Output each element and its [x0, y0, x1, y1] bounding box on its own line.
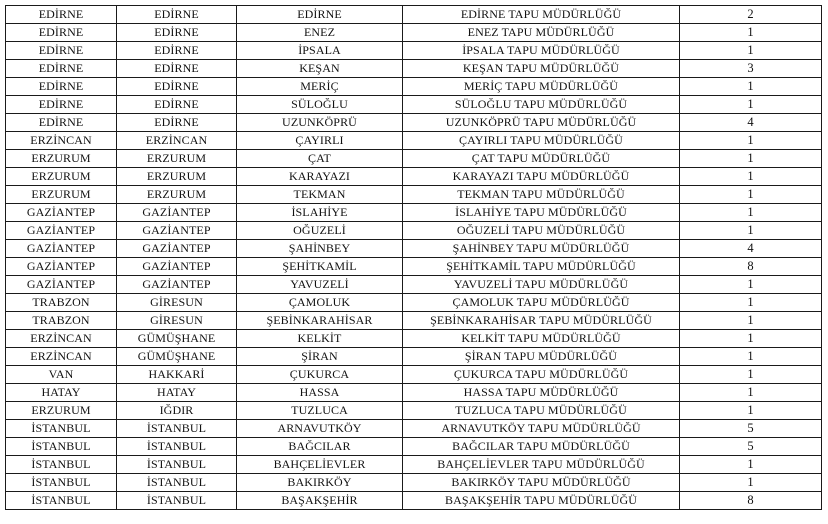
office-cell: ÇUKURCA TAPU MÜDÜRLÜĞÜ — [403, 366, 680, 384]
region-cell: EDİRNE — [6, 114, 117, 132]
office-cell: ENEZ TAPU MÜDÜRLÜĞÜ — [403, 24, 680, 42]
region-cell: VAN — [6, 366, 117, 384]
district-cell: İSLAHİYE — [237, 204, 403, 222]
region-cell: GAZİANTEP — [6, 204, 117, 222]
count-cell: 1 — [680, 276, 822, 294]
office-cell: KARAYAZI TAPU MÜDÜRLÜĞÜ — [403, 168, 680, 186]
count-cell: 1 — [680, 222, 822, 240]
region-cell: ERZURUM — [6, 168, 117, 186]
office-cell: TUZLUCA TAPU MÜDÜRLÜĞÜ — [403, 402, 680, 420]
count-cell: 1 — [680, 150, 822, 168]
district-cell: MERİÇ — [237, 78, 403, 96]
province-cell: GÜMÜŞHANE — [117, 330, 237, 348]
office-cell: ARNAVUTKÖY TAPU MÜDÜRLÜĞÜ — [403, 420, 680, 438]
region-cell: GAZİANTEP — [6, 240, 117, 258]
region-cell: ERZURUM — [6, 150, 117, 168]
district-cell: BAHÇELİEVLER — [237, 456, 403, 474]
province-cell: GAZİANTEP — [117, 276, 237, 294]
count-cell: 1 — [680, 384, 822, 402]
province-cell: GAZİANTEP — [117, 240, 237, 258]
district-cell: ARNAVUTKÖY — [237, 420, 403, 438]
province-cell: GİRESUN — [117, 294, 237, 312]
province-cell: EDİRNE — [117, 96, 237, 114]
table-row — [6, 456, 822, 474]
region-cell: GAZİANTEP — [6, 222, 117, 240]
district-cell: İPSALA — [237, 42, 403, 60]
region-cell: EDİRNE — [6, 78, 117, 96]
table-row — [6, 474, 822, 492]
table-row — [6, 204, 822, 222]
office-cell: İPSALA TAPU MÜDÜRLÜĞÜ — [403, 42, 680, 60]
count-cell: 1 — [680, 366, 822, 384]
table-row — [6, 60, 822, 78]
province-cell: GAZİANTEP — [117, 258, 237, 276]
office-cell: ÇAMOLUK TAPU MÜDÜRLÜĞÜ — [403, 294, 680, 312]
region-cell: ERZURUM — [6, 186, 117, 204]
office-cell: SÜLOĞLU TAPU MÜDÜRLÜĞÜ — [403, 96, 680, 114]
province-cell: EDİRNE — [117, 6, 237, 24]
region-cell: EDİRNE — [6, 42, 117, 60]
table-row — [6, 330, 822, 348]
table-row — [6, 294, 822, 312]
province-cell: İSTANBUL — [117, 438, 237, 456]
table-row — [6, 6, 822, 24]
table-row — [6, 384, 822, 402]
province-cell: EDİRNE — [117, 60, 237, 78]
office-cell: ÇAYIRLI TAPU MÜDÜRLÜĞÜ — [403, 132, 680, 150]
province-cell: EDİRNE — [117, 42, 237, 60]
province-cell: İSTANBUL — [117, 492, 237, 510]
table-row — [6, 24, 822, 42]
table-row — [6, 114, 822, 132]
district-cell: BAŞAKŞEHİR — [237, 492, 403, 510]
district-cell: HASSA — [237, 384, 403, 402]
table-row — [6, 186, 822, 204]
region-cell: EDİRNE — [6, 24, 117, 42]
office-cell: KEŞAN TAPU MÜDÜRLÜĞÜ — [403, 60, 680, 78]
count-cell: 1 — [680, 24, 822, 42]
table-row — [6, 42, 822, 60]
office-cell: TEKMAN TAPU MÜDÜRLÜĞÜ — [403, 186, 680, 204]
count-cell: 1 — [680, 294, 822, 312]
table-row — [6, 240, 822, 258]
office-cell: ŞİRAN TAPU MÜDÜRLÜĞÜ — [403, 348, 680, 366]
province-cell: EDİRNE — [117, 114, 237, 132]
count-cell: 1 — [680, 168, 822, 186]
district-cell: ÇAYIRLI — [237, 132, 403, 150]
district-cell: ENEZ — [237, 24, 403, 42]
office-cell: UZUNKÖPRÜ TAPU MÜDÜRLÜĞÜ — [403, 114, 680, 132]
region-cell: EDİRNE — [6, 96, 117, 114]
office-cell: ŞEHİTKAMİL TAPU MÜDÜRLÜĞÜ — [403, 258, 680, 276]
table-row — [6, 276, 822, 294]
province-cell: EDİRNE — [117, 24, 237, 42]
district-cell: YAVUZELİ — [237, 276, 403, 294]
district-cell: ŞEBİNKARAHİSAR — [237, 312, 403, 330]
count-cell: 5 — [680, 420, 822, 438]
region-cell: GAZİANTEP — [6, 276, 117, 294]
office-cell: OĞUZELİ TAPU MÜDÜRLÜĞÜ — [403, 222, 680, 240]
table-row — [6, 150, 822, 168]
district-cell: ÇAT — [237, 150, 403, 168]
province-cell: ERZURUM — [117, 150, 237, 168]
district-cell: BAKIRKÖY — [237, 474, 403, 492]
province-cell: IĞDIR — [117, 402, 237, 420]
table-row — [6, 420, 822, 438]
office-cell: ŞAHİNBEY TAPU MÜDÜRLÜĞÜ — [403, 240, 680, 258]
table-row — [6, 168, 822, 186]
province-cell: ERZURUM — [117, 168, 237, 186]
document-page — [5, 5, 822, 510]
region-cell: HATAY — [6, 384, 117, 402]
office-cell: KELKİT TAPU MÜDÜRLÜĞÜ — [403, 330, 680, 348]
count-cell: 1 — [680, 204, 822, 222]
province-cell: ERZURUM — [117, 186, 237, 204]
region-cell: İSTANBUL — [6, 492, 117, 510]
province-cell: İSTANBUL — [117, 456, 237, 474]
province-cell: İSTANBUL — [117, 420, 237, 438]
district-cell: OĞUZELİ — [237, 222, 403, 240]
table-row — [6, 402, 822, 420]
district-cell: TEKMAN — [237, 186, 403, 204]
office-cell: İSLAHİYE TAPU MÜDÜRLÜĞÜ — [403, 204, 680, 222]
region-cell: TRABZON — [6, 294, 117, 312]
count-cell: 1 — [680, 348, 822, 366]
count-cell: 3 — [680, 60, 822, 78]
office-cell: EDİRNE TAPU MÜDÜRLÜĞÜ — [403, 6, 680, 24]
region-cell: İSTANBUL — [6, 456, 117, 474]
count-cell: 4 — [680, 240, 822, 258]
table-row — [6, 366, 822, 384]
table-row — [6, 96, 822, 114]
office-cell: BAŞAKŞEHİR TAPU MÜDÜRLÜĞÜ — [403, 492, 680, 510]
province-cell: HAKKARİ — [117, 366, 237, 384]
office-cell: ŞEBİNKARAHİSAR TAPU MÜDÜRLÜĞÜ — [403, 312, 680, 330]
district-cell: BAĞCILAR — [237, 438, 403, 456]
count-cell: 2 — [680, 6, 822, 24]
district-cell: ŞİRAN — [237, 348, 403, 366]
region-cell: ERZURUM — [6, 402, 117, 420]
province-cell: GİRESUN — [117, 312, 237, 330]
region-cell: İSTANBUL — [6, 438, 117, 456]
count-cell: 8 — [680, 492, 822, 510]
table-row — [6, 492, 822, 510]
district-cell: KARAYAZI — [237, 168, 403, 186]
district-cell: SÜLOĞLU — [237, 96, 403, 114]
district-cell: EDİRNE — [237, 6, 403, 24]
province-cell: ERZİNCAN — [117, 132, 237, 150]
office-cell: BAKIRKÖY TAPU MÜDÜRLÜĞÜ — [403, 474, 680, 492]
table-row — [6, 438, 822, 456]
district-cell: ŞAHİNBEY — [237, 240, 403, 258]
province-cell: GÜMÜŞHANE — [117, 348, 237, 366]
count-cell: 1 — [680, 330, 822, 348]
table-row — [6, 348, 822, 366]
count-cell: 1 — [680, 402, 822, 420]
count-cell: 1 — [680, 312, 822, 330]
region-cell: GAZİANTEP — [6, 258, 117, 276]
region-cell: ERZİNCAN — [6, 132, 117, 150]
count-cell: 1 — [680, 78, 822, 96]
province-cell: İSTANBUL — [117, 474, 237, 492]
district-cell: UZUNKÖPRÜ — [237, 114, 403, 132]
table-row — [6, 132, 822, 150]
region-cell: TRABZON — [6, 312, 117, 330]
region-cell: EDİRNE — [6, 6, 117, 24]
district-cell: ŞEHİTKAMİL — [237, 258, 403, 276]
table-row — [6, 312, 822, 330]
table-row — [6, 78, 822, 96]
region-cell: İSTANBUL — [6, 420, 117, 438]
province-cell: EDİRNE — [117, 78, 237, 96]
count-cell: 1 — [680, 186, 822, 204]
count-cell: 1 — [680, 474, 822, 492]
district-cell: KEŞAN — [237, 60, 403, 78]
office-cell: MERİÇ TAPU MÜDÜRLÜĞÜ — [403, 78, 680, 96]
count-cell: 1 — [680, 42, 822, 60]
region-cell: EDİRNE — [6, 60, 117, 78]
office-cell: YAVUZELİ TAPU MÜDÜRLÜĞÜ — [403, 276, 680, 294]
office-cell: HASSA TAPU MÜDÜRLÜĞÜ — [403, 384, 680, 402]
tapu-mudurlugu-table — [5, 5, 822, 510]
district-cell: KELKİT — [237, 330, 403, 348]
count-cell: 8 — [680, 258, 822, 276]
district-cell: ÇUKURCA — [237, 366, 403, 384]
table-row — [6, 222, 822, 240]
district-cell: ÇAMOLUK — [237, 294, 403, 312]
district-cell: TUZLUCA — [237, 402, 403, 420]
count-cell: 1 — [680, 132, 822, 150]
province-cell: HATAY — [117, 384, 237, 402]
province-cell: GAZİANTEP — [117, 204, 237, 222]
count-cell: 4 — [680, 114, 822, 132]
region-cell: ERZİNCAN — [6, 348, 117, 366]
province-cell: GAZİANTEP — [117, 222, 237, 240]
table-body — [6, 6, 822, 510]
office-cell: BAHÇELİEVLER TAPU MÜDÜRLÜĞÜ — [403, 456, 680, 474]
count-cell: 1 — [680, 96, 822, 114]
office-cell: ÇAT TAPU MÜDÜRLÜĞÜ — [403, 150, 680, 168]
table-row — [6, 258, 822, 276]
count-cell: 1 — [680, 456, 822, 474]
office-cell: BAĞCILAR TAPU MÜDÜRLÜĞÜ — [403, 438, 680, 456]
region-cell: İSTANBUL — [6, 474, 117, 492]
count-cell: 5 — [680, 438, 822, 456]
region-cell: ERZİNCAN — [6, 330, 117, 348]
